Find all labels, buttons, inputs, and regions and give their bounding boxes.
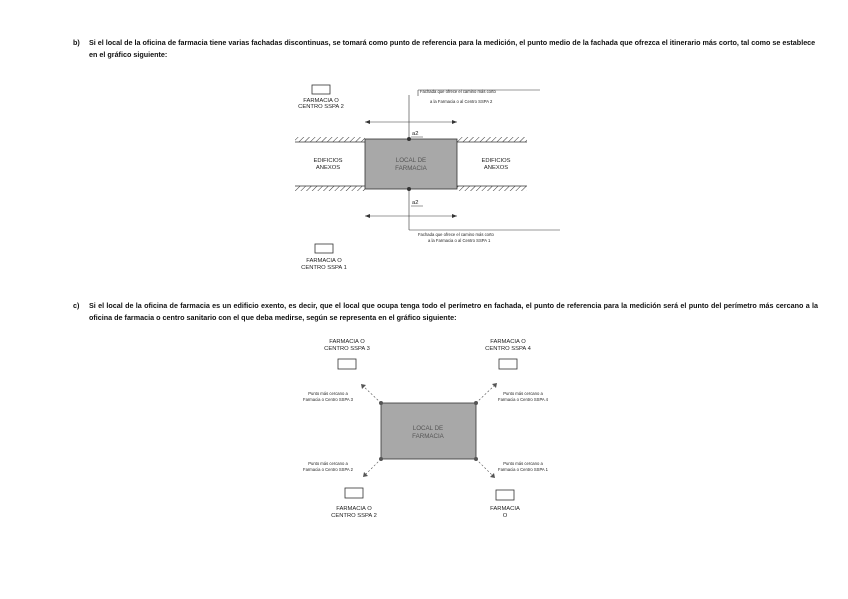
pharmacy-tr-label: FARMACIA O: [490, 339, 526, 345]
left-block-label-2: ANEXOS: [315, 165, 341, 171]
note-tr-2: Farmacia o Centro SSPA 4: [498, 397, 548, 402]
note-tl: Punto más cercano a: [308, 391, 348, 396]
note-bl: Punto más cercano a: [308, 461, 348, 466]
left-block-label: EDIFICIOS: [313, 158, 343, 164]
pharmacy-box-top: [312, 85, 330, 94]
paragraph-b: [73, 37, 818, 61]
pharmacy-box-tr: [499, 359, 517, 369]
center-label-c: LOCAL DE: [412, 425, 444, 432]
pharmacy-box-br: [496, 490, 514, 500]
pharmacy-bottom-label: FARMACIA O: [306, 258, 342, 264]
measure-top-label: a2: [412, 131, 419, 137]
pharmacy-box-bl: [345, 488, 363, 498]
pharmacy-top-label: FARMACIA O: [303, 98, 339, 104]
right-block-label: EDIFICIOS: [481, 158, 511, 164]
measure-bottom-label: a2: [412, 200, 419, 206]
note-br-2: Farmacia o Centro SSPA 1: [498, 467, 548, 472]
figure-c-diagram: [270, 332, 580, 532]
center-label-c-2: FARMACIA: [412, 433, 444, 440]
list-marker-b: b): [73, 38, 80, 47]
figure-b-diagram: [270, 80, 580, 280]
center-label: LOCAL DE: [395, 157, 427, 164]
pharmacy-top-label-2: CENTRO SSPA 2: [298, 104, 344, 110]
note-tr: Punto más cercano a: [503, 391, 543, 396]
pharmacy-bl-label-2: CENTRO SSPA 2: [331, 513, 377, 519]
center-label-2: FARMACIA: [395, 165, 427, 172]
pharmacy-tr-label-2: CENTRO SSPA 4: [485, 346, 531, 352]
note-top: Fachada que ofrece el camino más corto: [420, 89, 496, 94]
paragraph-b-text: Si el local de la oficina de farmacia tiene varias fachadas discontinuas, se tomará como punto de referencia para la medición, el punto medio de la fachada que ofrezca el itinerario más corto, tal como se establece en el gráfico siguiente:: [89, 38, 816, 59]
pharmacy-br-label-2: O: [502, 513, 508, 519]
note-bottom-2: a la Farmacia o al Centro SSPA 1: [428, 238, 491, 243]
paragraph-c-text: Si el local de la oficina de farmacia es un edificio exento, es decir, que el local que ocupa tenga todo el perímetro en fachada, el punto de referencia para la medición será el punto del perímetro más cercano a la oficina de farmacia o centro sanitario con el que deba medirse, según se representa en el gráfico siguiente:: [89, 301, 818, 322]
note-top-2: a la Farmacia o al Centro SSPA 2: [430, 99, 493, 104]
note-bl-2: Farmacia o Centro SSPA 2: [303, 467, 353, 472]
note-bottom: Fachada que ofrece el camino más corto: [418, 232, 494, 237]
note-tl-2: Farmacia o Centro SSPA 3: [303, 397, 353, 402]
right-block-label-2: ANEXOS: [483, 165, 509, 171]
pharmacy-box-tl: [338, 359, 356, 369]
pharmacy-box-bottom: [315, 244, 333, 253]
paragraph-c: [73, 300, 818, 324]
list-marker-c: c): [73, 301, 80, 310]
note-br: Punto más cercano a: [503, 461, 543, 466]
pharmacy-bl-label: FARMACIA O: [336, 506, 372, 512]
pharmacy-br-label: FARMACIA: [490, 506, 520, 512]
pharmacy-tl-label-2: CENTRO SSPA 3: [324, 346, 370, 352]
pharmacy-bottom-label-2: CENTRO SSPA 1: [301, 265, 347, 271]
local-farmacia-block: [365, 139, 457, 189]
pharmacy-tl-label: FARMACIA O: [329, 339, 365, 345]
